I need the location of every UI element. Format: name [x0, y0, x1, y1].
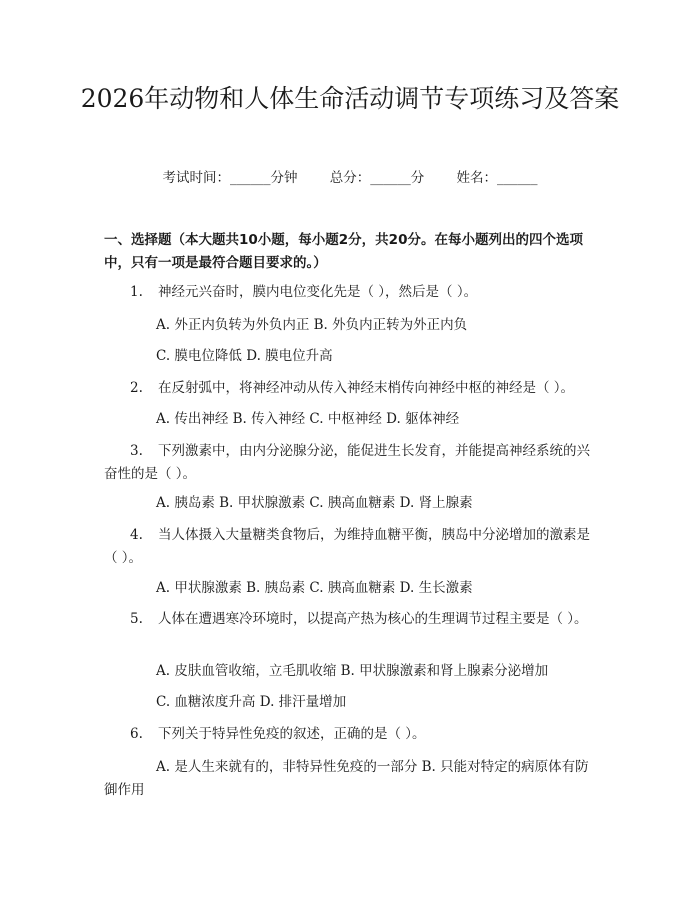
question-text: 下列激素中，由内分泌腺分泌，能促进生长发育，并能提高神经系统的兴奋性的是（ ）。 [104, 443, 590, 482]
question-3 [104, 440, 598, 486]
exam-time: 考试时间：______分钟 [162, 170, 298, 186]
question-5-options-line-2: C. 血糖浓度升高 D. 排汗量增加 [156, 694, 347, 710]
question-4 [104, 524, 598, 570]
question-5 [104, 608, 598, 631]
question-number: 1. [130, 284, 143, 300]
question-number: 3. [130, 443, 143, 459]
question-3-options-line-1: A. 胰岛素 B. 甲状腺激素 C. 胰高血糖素 D. 肾上腺素 [156, 495, 473, 511]
question-text: 当人体摄入大量糖类食物后，为维持血糖平衡，胰岛中分泌增加的激素是（ ）。 [104, 527, 590, 566]
question-1-options-line-2: C. 膜电位降低 D. 膜电位升高 [156, 348, 333, 364]
question-1-options-line-1: A. 外正内负转为外负内正 B. 外负内正转为外正内负 [156, 317, 468, 333]
exam-meta [0, 168, 700, 188]
total-score: 总分：______分 [329, 170, 425, 186]
question-2-options-line-1: A. 传出神经 B. 传入神经 C. 中枢神经 D. 躯体神经 [156, 411, 460, 427]
question-2 [104, 377, 598, 400]
question-number: 2. [130, 380, 143, 396]
question-text: 人体在遭遇寒冷环境时，以提高产热为核心的生理调节过程主要是（ ）。 [158, 611, 588, 627]
section-heading: 一、选择题（本大题共10小题，每小题2分，共20分。在每小题列出的四个选项中，只有一项是最符合题目要求的。） [104, 232, 583, 271]
question-number: 6. [130, 726, 143, 742]
question-5-options-line-1: A. 皮肤血管收缩，立毛肌收缩 B. 甲状腺激素和肾上腺素分泌增加 [156, 663, 549, 679]
student-name: 姓名：______ [456, 170, 538, 186]
question-4-options-line-1: A. 甲状腺激素 B. 胰岛素 C. 胰高血糖素 D. 生长激素 [156, 580, 473, 596]
question-text: 下列关于特异性免疫的叙述，正确的是（ ）。 [158, 726, 426, 742]
question-text: 神经元兴奋时，膜内电位变化先是（ ），然后是（ ）。 [158, 284, 478, 300]
question-1 [104, 281, 598, 304]
question-6 [104, 723, 598, 746]
question-number: 5. [130, 611, 143, 627]
question-6-options-line-1: A. 是人生来就有的，非特异性免疫的一部分 B. 只能对特定的病原体有防御作用 [104, 759, 589, 798]
page-title: 2026年动物和人体生命活动调节专项练习及答案 [80, 84, 620, 113]
question-number: 4. [130, 527, 143, 543]
question-text: 在反射弧中，将神经冲动从传入神经末梢传向神经中枢的神经是（ ）。 [158, 380, 575, 396]
